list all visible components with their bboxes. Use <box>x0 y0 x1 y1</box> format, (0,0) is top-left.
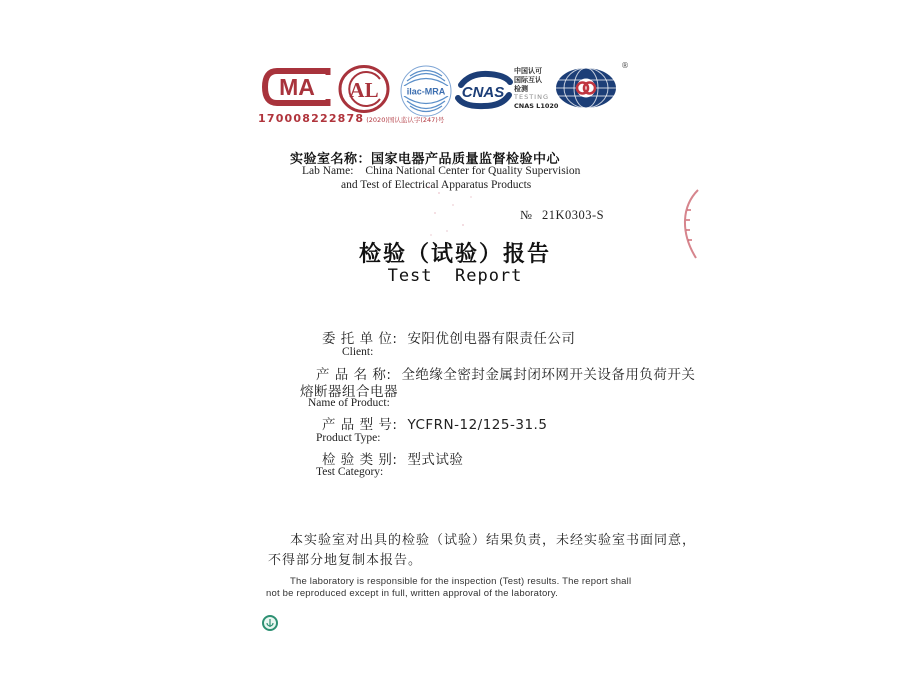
cma-letters: MA <box>279 74 315 100</box>
cma-approval-text: (2020)国认监认字(247)号 <box>366 116 445 124</box>
field-sublabel-test-category: Test Category: <box>316 466 384 478</box>
accreditation-text <box>514 67 558 111</box>
accreditation-line: 国际互认 <box>514 75 542 84</box>
accreditation-cnas-number: CNAS L1020 <box>514 102 559 111</box>
disclaimer-cn-line1: 本实验室对出具的检验（试验）结果负责，未经实验室书面同意， <box>290 533 697 548</box>
disclaimer-en-line2: not be reproduced except in full, written approval of the laboratory. <box>266 588 558 599</box>
globe-logo-icon <box>554 66 622 112</box>
field-sublabel-product-name: Name of Product: <box>308 397 390 409</box>
report-number-value: 21K0303-S <box>541 208 605 222</box>
cnas-letters: CNAS <box>461 84 505 101</box>
accreditation-line: 中国认可 <box>514 67 542 75</box>
report-number-label: № <box>520 208 532 222</box>
field-value: 型式试验 <box>407 452 464 468</box>
al-letters: AL <box>349 78 379 102</box>
field-sublabel-product-type: Product Type: <box>316 432 381 444</box>
field-row-test-category <box>322 448 463 468</box>
field-label: 产 品 型 号: <box>322 417 398 433</box>
lab-name-value-cn: 国家电器产品质量监督检验中心 <box>371 152 561 167</box>
field-value: 安阳优创电器有限责任公司 <box>407 331 576 347</box>
field-row-product-type <box>322 413 547 433</box>
lab-name-en-line2: and Test of Electrical Apparatus Products <box>341 179 532 191</box>
report-title-cn: 检验（试验）报告 <box>358 242 551 267</box>
field-value: 全绝缘全密封金属封闭环网开关设备用负荷开关 <box>401 367 696 383</box>
al-logo-icon <box>337 64 391 114</box>
field-label: 检 验 类 别: <box>322 452 398 468</box>
field-label: 产 品 名 称: <box>316 367 392 383</box>
registered-mark: ® <box>621 61 629 70</box>
lab-name-label-en: Lab Name: <box>302 165 354 177</box>
field-row-client <box>322 327 575 347</box>
disclaimer-en-line1: The laboratory is responsible for the inspection (Test) results. The report shall <box>290 576 632 587</box>
lab-name-en-line1 <box>302 165 580 177</box>
report-number <box>520 208 604 223</box>
cma-number: 170008222878 <box>258 112 365 125</box>
green-seal-icon <box>260 612 280 634</box>
accreditation-testing-label: TESTING <box>514 93 549 102</box>
field-label: 委 托 单 位: <box>322 331 398 347</box>
cma-logo-icon <box>260 66 334 108</box>
lab-name-value-en: China National Center for Quality Supervision <box>365 165 581 177</box>
ilac-label: ilac-MRA <box>406 86 446 97</box>
field-value: YCFRN-12/125-31.5 <box>407 417 548 433</box>
field-sublabel-client: Client: <box>342 346 374 358</box>
accreditation-line: 检测 <box>514 84 528 93</box>
ilac-mra-logo-icon <box>399 62 453 120</box>
field-value-wrap: 熔断器组合电器 <box>300 384 398 400</box>
cnas-logo-icon <box>454 70 514 110</box>
disclaimer-cn-line2: 不得部分地复制本报告。 <box>268 553 423 568</box>
scan-speckle <box>428 186 430 188</box>
lab-name-label-cn: 实验室名称： <box>290 152 372 167</box>
report-title-en: Test Report <box>387 266 523 286</box>
